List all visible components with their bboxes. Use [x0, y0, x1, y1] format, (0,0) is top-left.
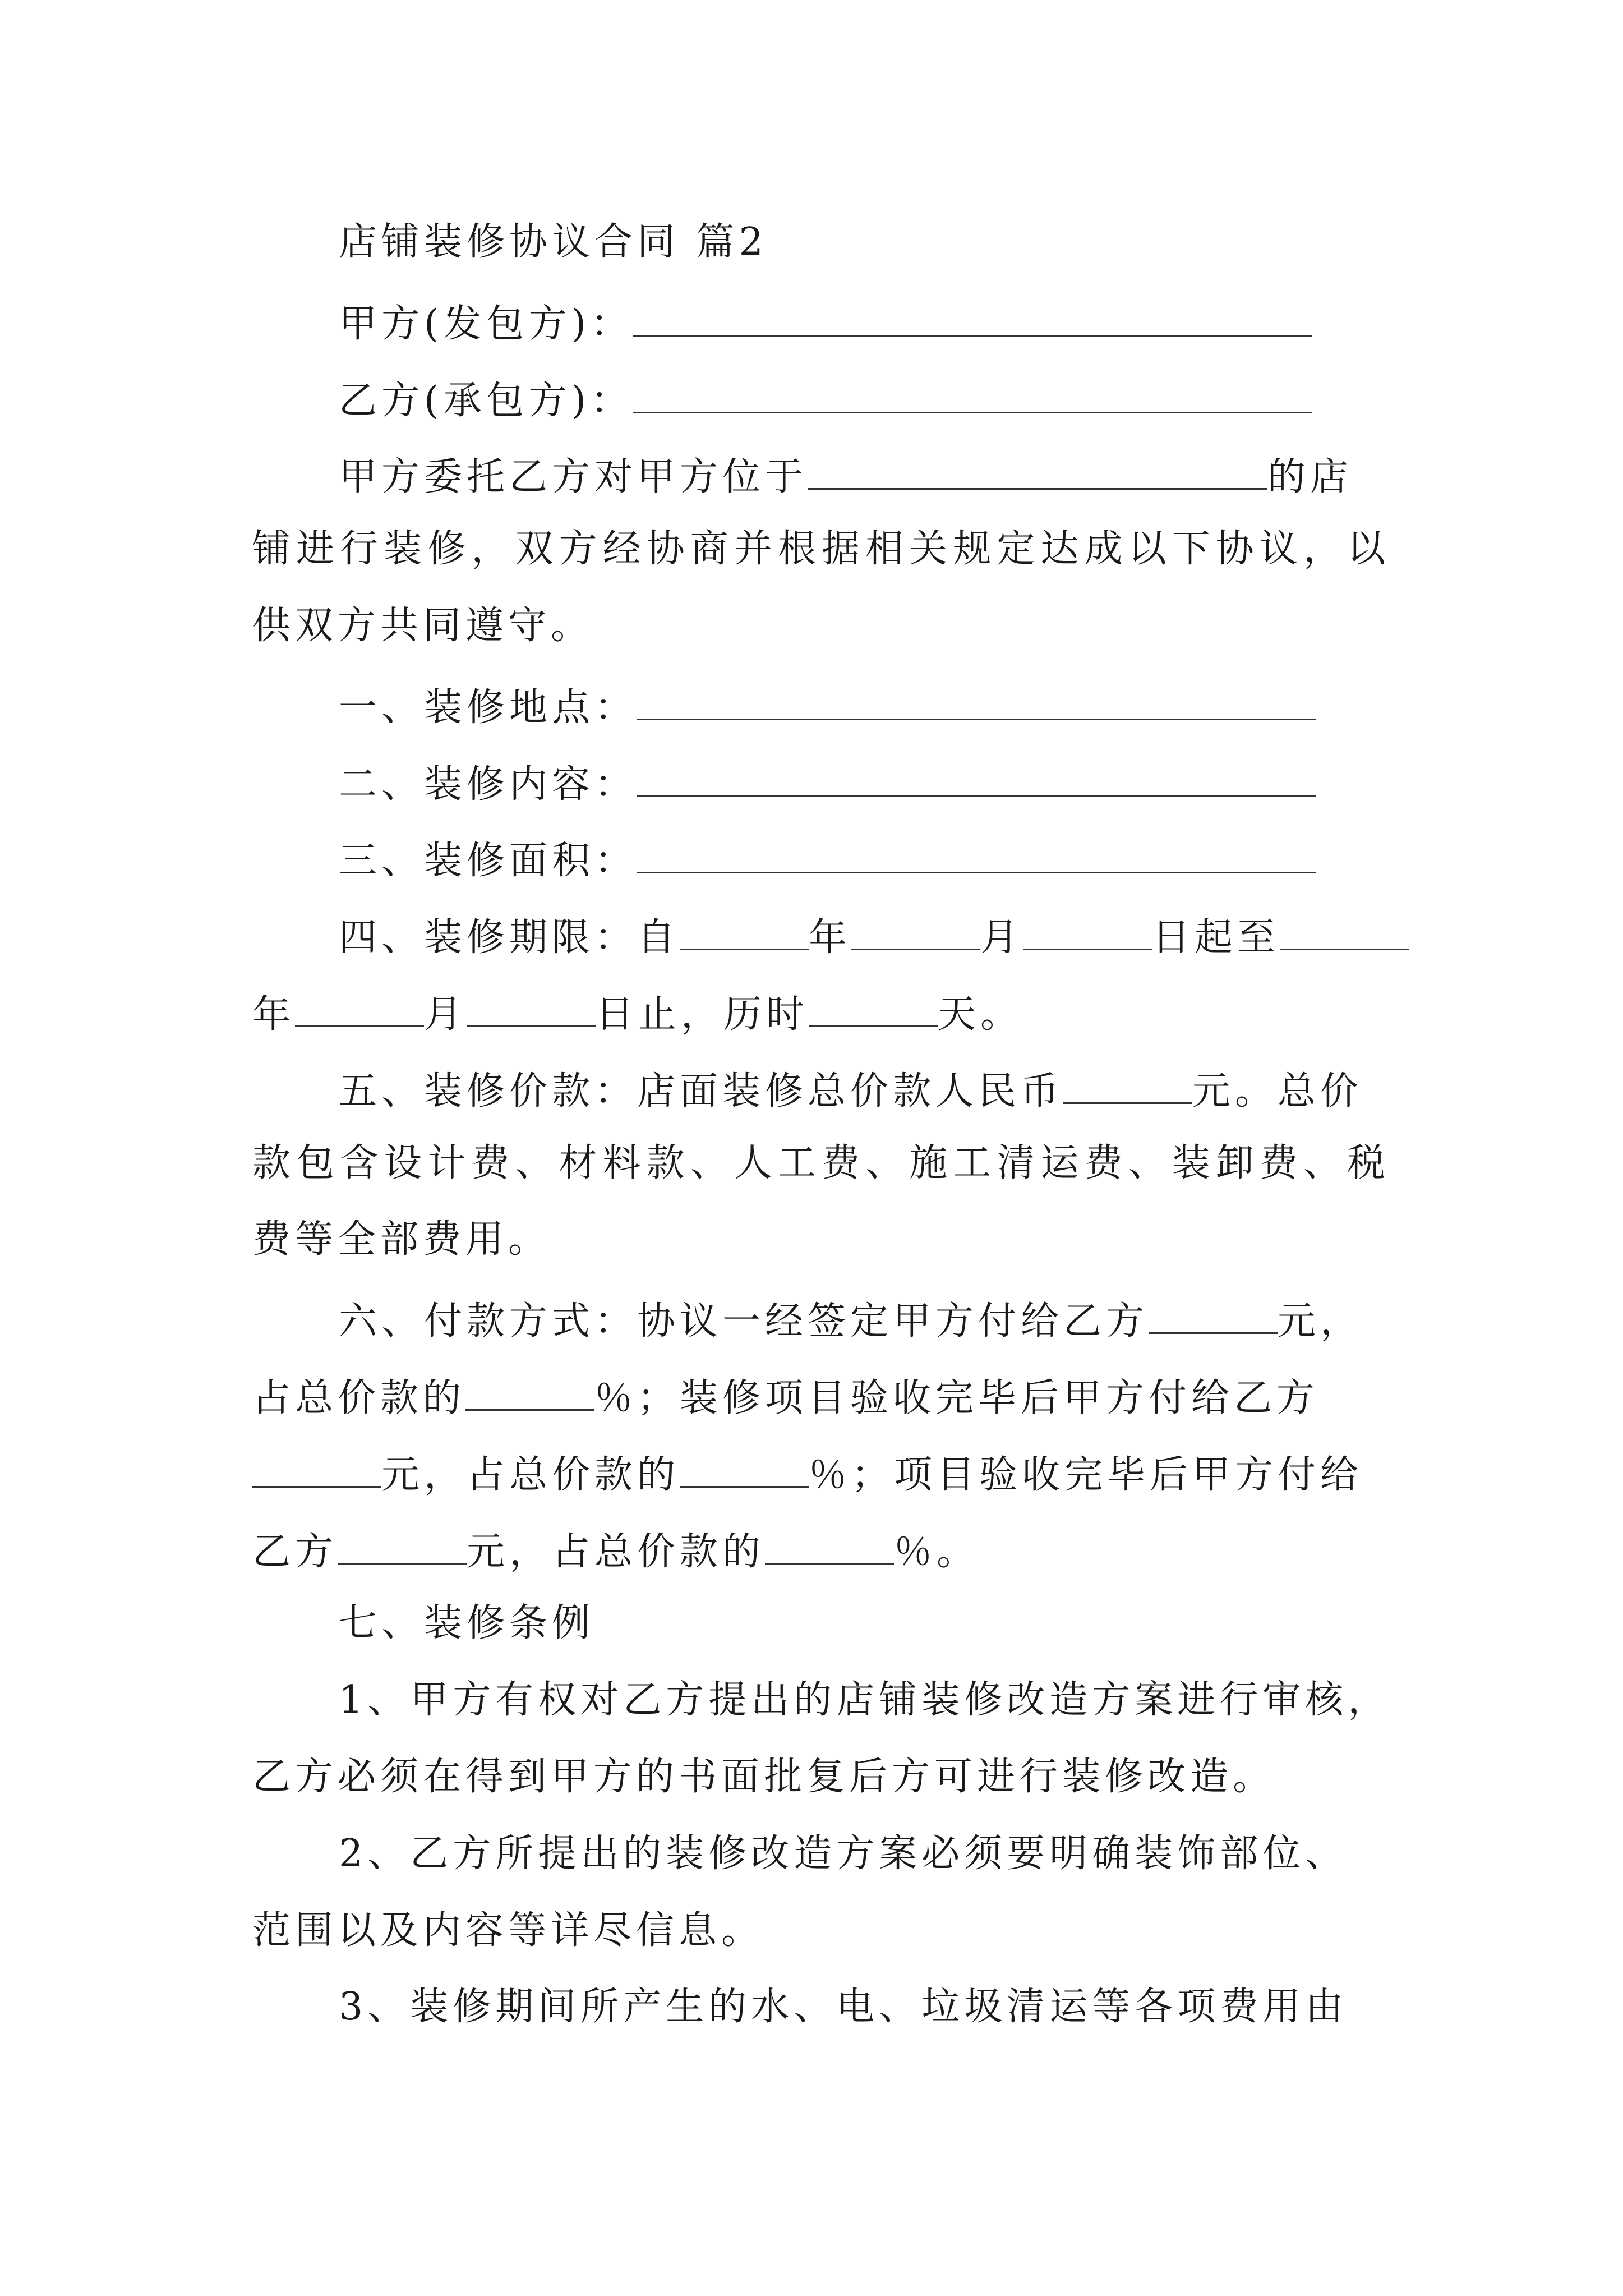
payment-3-percent-blank — [765, 1528, 894, 1565]
rule-1-line-1 — [339, 1678, 1391, 1722]
doc-title — [339, 220, 768, 264]
item-3-line — [339, 837, 1316, 883]
start-year-blank — [680, 914, 809, 950]
payment-2-amount-blank — [252, 1451, 381, 1488]
start-day-blank — [1023, 914, 1152, 950]
rule-3-text-1: 3、装修期间所产生的水、电、垃圾清运等各项费用由 — [339, 1985, 1348, 2029]
intro-line-2 — [252, 527, 1385, 571]
intro-text-b: 的店 — [1267, 455, 1353, 499]
doc-title-text: 店铺装修协议合同 篇2 — [339, 220, 768, 264]
item-5-line-2 — [252, 1141, 1385, 1185]
intro-text-3: 供双方共同遵守。 — [252, 604, 594, 648]
item-1-line — [339, 684, 1316, 730]
item-7-heading — [339, 1601, 595, 1645]
item-4-line-2 — [252, 991, 1023, 1037]
rule-2-line-2 — [252, 1908, 764, 1953]
item-4-text-a: 四、装修期限：自 — [339, 915, 680, 960]
rule-3-line-1 — [339, 1985, 1348, 2029]
party-a-blank — [633, 300, 1312, 337]
intro-text-2: 铺进行装修，双方经协商并根据相关规定达成以下协议，以 — [252, 527, 1385, 571]
item-5-text-b: 元。总价 — [1192, 1069, 1363, 1114]
intro-text-a: 甲方委托乙方对甲方位于 — [339, 455, 808, 499]
item-5-text-3: 费等全部费用。 — [252, 1217, 551, 1262]
end-month-blank — [295, 991, 424, 1027]
item-7-text: 七、装修条例 — [339, 1601, 595, 1645]
item-2-blank — [637, 761, 1316, 797]
price-blank — [1063, 1068, 1192, 1104]
rule-2-line-1 — [339, 1832, 1348, 1876]
payment-3-amount-blank — [338, 1528, 467, 1565]
item-2-line — [339, 761, 1316, 807]
item-4-line-1 — [339, 914, 1409, 960]
item-6-text-a: 六、付款方式：协议一经签定甲方付给乙方 — [339, 1299, 1149, 1343]
rule-2-text-2: 范围以及内容等详尽信息。 — [252, 1908, 764, 1953]
party-a-label: 甲方(发包方)： — [339, 302, 634, 346]
rule-1-line-2 — [252, 1755, 1276, 1799]
item-5-text-a: 五、装修价款：店面装修总价款人民币 — [339, 1069, 1064, 1114]
item-4-text-e: 年 — [252, 992, 296, 1037]
item-5-text-2: 款包含设计费、材料款、人工费、施工清运费、装卸费、税 — [252, 1141, 1385, 1185]
payment-1-percent-blank — [465, 1374, 594, 1411]
item-5-line-1 — [339, 1068, 1363, 1114]
item-2-label: 二、装修内容： — [339, 762, 638, 807]
item-5-line-3 — [252, 1217, 551, 1262]
item-6-text-h: 元，占总价款的 — [467, 1530, 766, 1574]
item-6-text-b: 元， — [1278, 1299, 1363, 1343]
item-6-text-g: 乙方 — [252, 1530, 338, 1574]
party-b-label: 乙方(承包方)： — [339, 379, 634, 423]
item-6-text-i: ％。 — [894, 1530, 980, 1574]
item-4-text-c: 月 — [980, 915, 1023, 960]
item-1-label: 一、装修地点： — [339, 685, 638, 730]
item-6-line-1 — [339, 1297, 1363, 1341]
item-6-line-3 — [252, 1451, 1363, 1497]
item-3-label: 三、装修面积： — [339, 839, 638, 883]
item-1-blank — [637, 684, 1316, 720]
rule-1-text-1: 1、甲方有权对乙方提出的店铺装修改造方案进行审核， — [339, 1678, 1391, 1722]
item-6-line-2 — [252, 1374, 1319, 1418]
item-4-text-f: 月 — [424, 992, 467, 1037]
rule-1-text-2: 乙方必须在得到甲方的书面批复后方可进行装修改造。 — [252, 1755, 1276, 1799]
item-6-line-4 — [252, 1528, 980, 1574]
rule-2-text-1: 2、乙方所提出的装修改造方案必须要明确装饰部位、 — [339, 1832, 1348, 1876]
party-a-line — [339, 300, 1312, 346]
item-4-text-d: 日起至 — [1152, 915, 1280, 960]
party-b-blank — [633, 377, 1312, 413]
item-6-text-f: ％；项目验收完毕后甲方付给 — [809, 1453, 1363, 1497]
item-4-text-g: 日止，历时 — [596, 992, 809, 1037]
payment-2-percent-blank — [680, 1451, 809, 1488]
intro-line-1 — [339, 453, 1353, 499]
item-6-text-e: 元，占总价款的 — [381, 1453, 680, 1497]
item-6-text-d: ％；装修项目验收完毕后甲方付给乙方 — [594, 1376, 1320, 1420]
payment-1-amount-blank — [1149, 1297, 1278, 1334]
item-3-blank — [637, 837, 1316, 873]
item-4-text-h: 天。 — [938, 992, 1023, 1037]
end-day-blank — [467, 991, 596, 1027]
duration-blank — [809, 991, 938, 1027]
location-blank — [808, 453, 1267, 490]
intro-line-3 — [252, 604, 594, 648]
item-6-text-c: 占总价款的 — [252, 1376, 466, 1420]
start-month-blank — [851, 914, 980, 950]
end-year-blank — [1280, 914, 1409, 950]
item-4-text-b: 年 — [809, 915, 852, 960]
party-b-line — [339, 377, 1312, 423]
